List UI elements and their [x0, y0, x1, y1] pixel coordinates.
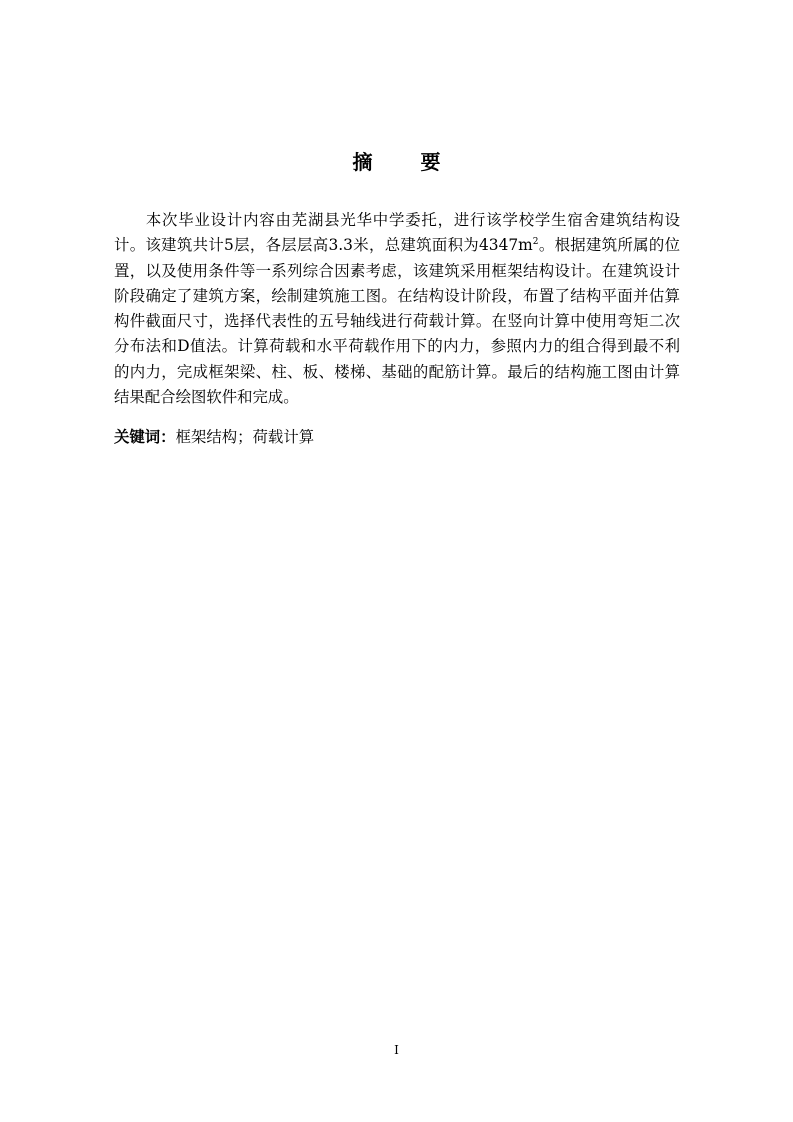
- area-unit-superscript: 2: [532, 237, 539, 248]
- page-title: 摘 要: [352, 150, 455, 174]
- keywords-line: [114, 425, 680, 450]
- abstract-text-part-2: 。根据建筑所属的位置，以及使用条件等一系列综合因素考虑，该建筑采用框架结构设计。在建筑设计阶段确定了建筑方案，绘制建筑施工图。在结构设计阶段，布置了结构平面并估算构件截面尺寸，选择代表性的五号轴线进行荷载计算。在竖向计算中使用弯矩二次分布法和D值法。计算荷载和水平荷载作用下的内力，参照内力的组合得到最不利的内力，完成框架梁、柱、板、楼梯、基础的配筋计算。最后的结构施工图由计算结果配合绘图软件和完成。: [114, 236, 680, 407]
- abstract-paragraph: [114, 208, 680, 410]
- abstract-text-part-1: 本次毕业设计内容由芜湖县光华中学委托，进行该学校学生宿舍建筑结构设计。该建筑共计5层，各层层高3.3米，总建筑面积为4347m: [114, 211, 680, 255]
- keywords-label: 关键词：: [114, 428, 176, 446]
- keywords-value: 框架结构；荷载计算: [175, 428, 315, 446]
- page-number: I: [394, 1043, 399, 1057]
